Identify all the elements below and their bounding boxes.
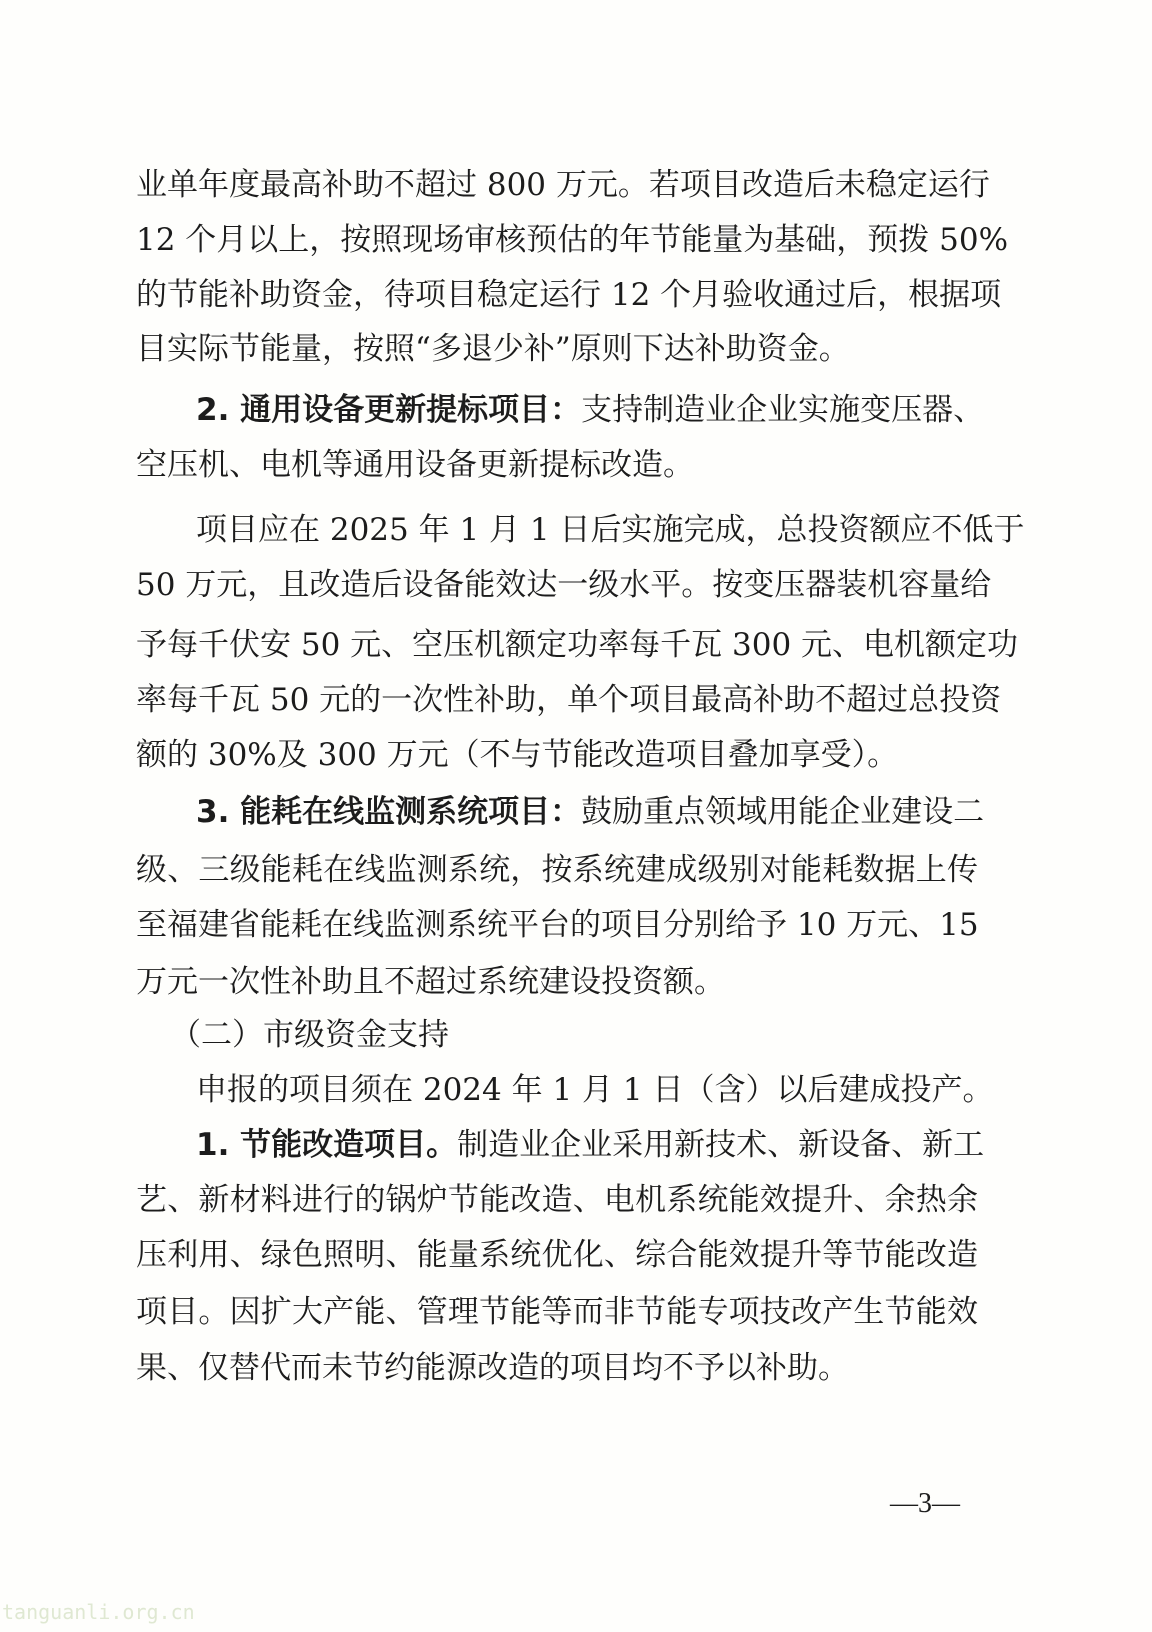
item2-heading: 2. 通用设备更新提标项目： (196, 392, 582, 428)
section-heading: （二）市级资金支持 (170, 1017, 449, 1053)
city-item1-text: 制造业企业采用新技术、新设备、新工 (457, 1127, 985, 1163)
paragraph-line: 项目应在 2025 年 1 月 1 日后实施完成，总投资额应不低于 (196, 512, 1025, 548)
item3-line (196, 792, 985, 832)
paragraph-line: 12 个月以上，按照现场审核预估的年节能量为基础，预拨 50% (136, 222, 1009, 258)
paragraph-line: 予每千伏安 50 元、空压机额定功率每千瓦 300 元、电机额定功 (136, 627, 1019, 663)
paragraph-line: 万元一次性补助且不超过系统建设投资额。 (136, 964, 725, 1000)
paragraph-line: 至福建省能耗在线监测系统平台的项目分别给予 10 万元、15 (136, 907, 979, 943)
item3-text: 鼓励重点领域用能企业建设二 (581, 794, 985, 830)
page-number: —3— (890, 1488, 960, 1519)
paragraph-line: 项目。因扩大产能、管理节能等而非节能专项技改产生节能效 (136, 1294, 978, 1330)
paragraph-line: 业单年度最高补助不超过 800 万元。若项目改造后未稳定运行 (136, 167, 990, 203)
paragraph-line: 级、三级能耗在线监测系统，按系统建成级别对能耗数据上传 (136, 852, 978, 888)
paragraph-line: 的节能补助资金，待项目稳定运行 12 个月验收通过后，根据项 (136, 277, 1002, 313)
paragraph-line: 空压机、电机等通用设备更新提标改造。 (136, 447, 694, 483)
paragraph-line: 艺、新材料进行的锅炉节能改造、电机系统能效提升、余热余 (136, 1182, 978, 1218)
watermark: tanguanli.org.cn (2, 1600, 195, 1624)
paragraph-line: 50 万元，且改造后设备能效达一级水平。按变压器装机容量给 (136, 567, 992, 603)
paragraph-line: 额的 30%及 300 万元（不与节能改造项目叠加享受）。 (136, 737, 899, 773)
paragraph-line: 申报的项目须在 2024 年 1 月 1 日（含）以后建成投产。 (196, 1072, 994, 1108)
paragraph-line: 率每千瓦 50 元的一次性补助，单个项目最高补助不超过总投资 (136, 682, 1002, 718)
city-item1-line (196, 1125, 985, 1165)
item2-line (196, 390, 985, 430)
item2-text: 支持制造业企业实施变压器、 (581, 392, 985, 428)
item3-heading: 3. 能耗在线监测系统项目： (196, 794, 582, 830)
paragraph-line: 目实际节能量，按照“多退少补”原则下达补助资金。 (136, 331, 850, 367)
paragraph-line: 压利用、绿色照明、能量系统优化、综合能效提升等节能改造 (136, 1237, 978, 1273)
city-item1-heading: 1. 节能改造项目。 (196, 1127, 458, 1163)
paragraph-line: 果、仅替代而未节约能源改造的项目均不予以补助。 (136, 1350, 849, 1386)
